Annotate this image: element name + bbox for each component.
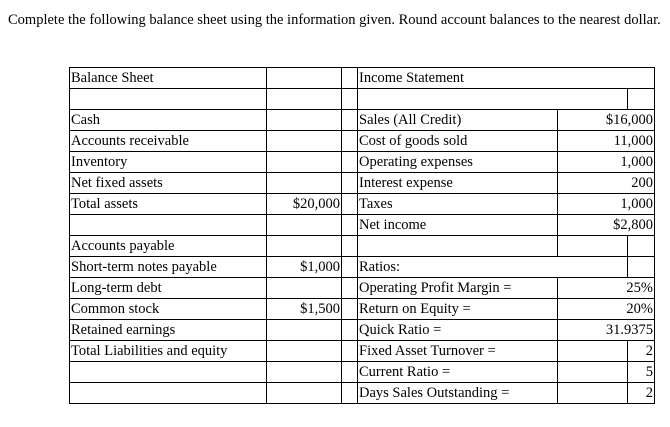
income-value: 1,000 — [558, 152, 655, 173]
empty-cell — [267, 68, 342, 89]
ratio-label: Operating Profit Margin = — [358, 278, 558, 299]
liability-label: Total Liabilities and equity — [70, 341, 267, 362]
table-row — [70, 131, 655, 152]
income-statement-title: Income Statement — [358, 68, 655, 89]
income-label: Net income — [358, 215, 558, 236]
empty-cell — [342, 320, 358, 341]
balance-sheet-table — [69, 67, 655, 404]
table-row — [70, 278, 655, 299]
empty-cell — [342, 341, 358, 362]
empty-cell — [342, 194, 358, 215]
income-label: Operating expenses — [358, 152, 558, 173]
liability-value: $1,000 — [267, 257, 342, 278]
income-value: 1,000 — [558, 194, 655, 215]
empty-cell — [342, 131, 358, 152]
ratio-value: 25% — [558, 278, 655, 299]
empty-cell — [342, 68, 358, 89]
ratio-label: Return on Equity = — [358, 299, 558, 320]
empty-cell — [342, 299, 358, 320]
liability-value — [267, 320, 342, 341]
table-row — [70, 194, 655, 215]
income-value: 11,000 — [558, 131, 655, 152]
empty-cell — [267, 362, 342, 383]
asset-label: Total assets — [70, 194, 267, 215]
empty-cell — [70, 89, 267, 110]
liability-value — [267, 341, 342, 362]
income-label: Cost of goods sold — [358, 131, 558, 152]
empty-cell — [628, 257, 655, 278]
asset-label: Cash — [70, 110, 267, 131]
ratio-value: 31.9375 — [558, 320, 655, 341]
income-label: Sales (All Credit) — [358, 110, 558, 131]
ratio-label: Fixed Asset Turnover = — [358, 341, 558, 362]
ratio-value: 5 — [628, 362, 655, 383]
empty-cell — [358, 236, 558, 257]
empty-cell — [342, 383, 358, 404]
table-row — [70, 341, 655, 362]
ratio-value: 2 — [628, 383, 655, 404]
table-row — [70, 173, 655, 194]
ratios-title: Ratios: — [358, 257, 628, 278]
ratio-value: 20% — [558, 299, 655, 320]
empty-cell — [267, 383, 342, 404]
liability-value: $1,500 — [267, 299, 342, 320]
ratio-value: 2 — [628, 341, 655, 362]
table-row — [70, 89, 655, 110]
empty-cell — [558, 341, 628, 362]
empty-cell — [70, 215, 267, 236]
income-label: Interest expense — [358, 173, 558, 194]
asset-value — [267, 110, 342, 131]
asset-value — [267, 152, 342, 173]
ratio-label: Quick Ratio = — [358, 320, 558, 341]
asset-label: Net fixed assets — [70, 173, 267, 194]
empty-cell — [267, 215, 342, 236]
ratio-label: Days Sales Outstanding = — [358, 383, 558, 404]
table-row — [70, 236, 655, 257]
asset-value: $20,000 — [267, 194, 342, 215]
asset-label: Inventory — [70, 152, 267, 173]
income-value: $2,800 — [558, 215, 655, 236]
empty-cell — [342, 89, 358, 110]
empty-cell — [70, 362, 267, 383]
empty-cell — [342, 278, 358, 299]
income-value: $16,000 — [558, 110, 655, 131]
table-row — [70, 299, 655, 320]
empty-cell — [267, 89, 342, 110]
income-label: Taxes — [358, 194, 558, 215]
table-row — [70, 152, 655, 173]
table-row — [70, 215, 655, 236]
empty-cell — [558, 236, 628, 257]
table-row — [70, 257, 655, 278]
asset-value — [267, 173, 342, 194]
balance-sheet-title: Balance Sheet — [70, 68, 267, 89]
liability-value — [267, 236, 342, 257]
empty-cell — [628, 236, 655, 257]
empty-cell — [558, 362, 628, 383]
empty-cell — [342, 215, 358, 236]
empty-cell — [342, 173, 358, 194]
table-row — [70, 383, 655, 404]
empty-cell — [342, 257, 358, 278]
empty-cell — [558, 383, 628, 404]
empty-cell — [342, 362, 358, 383]
liability-label: Retained earnings — [70, 320, 267, 341]
empty-cell — [628, 89, 655, 110]
liability-label: Long-term debt — [70, 278, 267, 299]
empty-cell — [70, 383, 267, 404]
table-row — [70, 320, 655, 341]
empty-cell — [342, 236, 358, 257]
instructions-text: Complete the following balance sheet using the information given. Round account balances to the nearest dollar. — [8, 12, 661, 28]
empty-cell — [342, 152, 358, 173]
ratio-label: Current Ratio = — [358, 362, 558, 383]
liability-label: Common stock — [70, 299, 267, 320]
table-row — [70, 362, 655, 383]
liability-label: Accounts payable — [70, 236, 267, 257]
liability-value — [267, 278, 342, 299]
empty-cell — [342, 110, 358, 131]
liability-label: Short-term notes payable — [70, 257, 267, 278]
table-header-row — [70, 68, 655, 89]
empty-cell — [358, 89, 628, 110]
income-value: 200 — [558, 173, 655, 194]
table-row — [70, 110, 655, 131]
asset-label: Accounts receivable — [70, 131, 267, 152]
asset-value — [267, 131, 342, 152]
